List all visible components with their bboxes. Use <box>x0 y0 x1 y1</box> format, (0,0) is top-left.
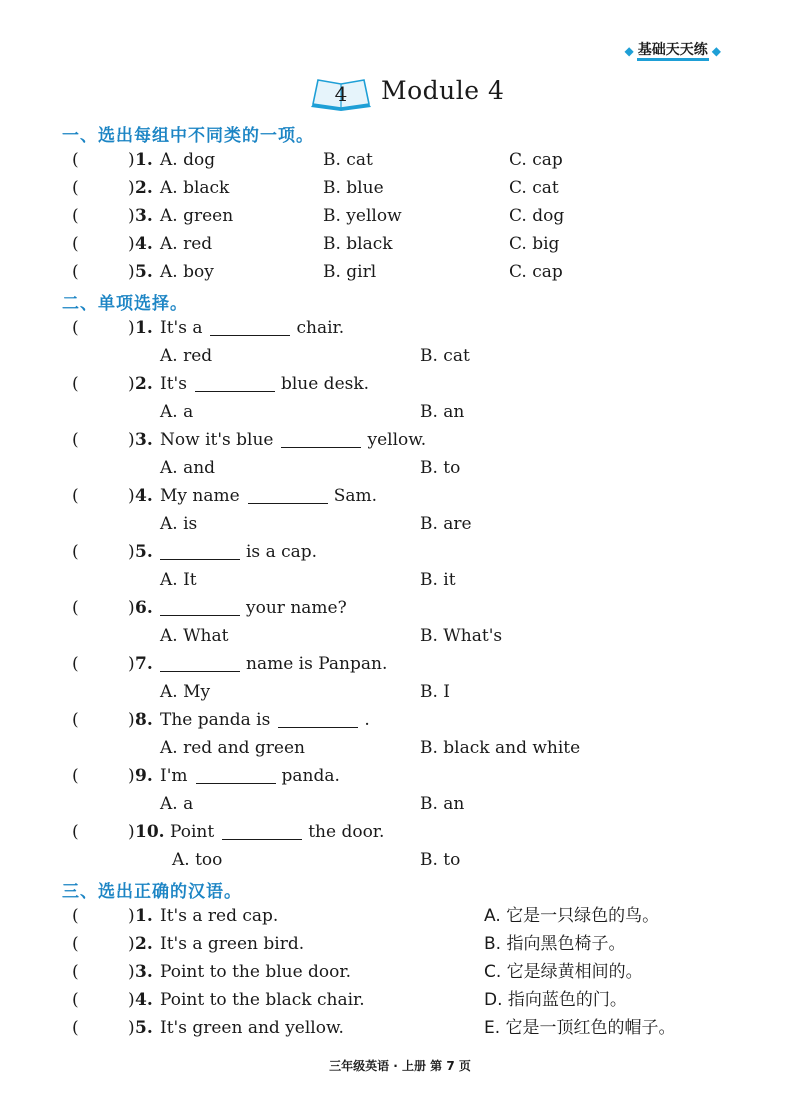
answer-slot[interactable] <box>80 174 126 202</box>
series-tag <box>622 40 724 62</box>
option-b: B. yellow <box>323 206 402 226</box>
english-sentence: It's a red cap. <box>160 906 279 926</box>
english-sentence: It's green and yellow. <box>160 1018 344 1038</box>
question-number: 2. <box>135 934 153 954</box>
option-a: A. boy <box>160 262 214 282</box>
answer-paren-open: ( <box>72 374 79 394</box>
option-a: A. It <box>160 570 197 590</box>
question-post: the door. <box>308 822 385 842</box>
answer-paren-open: ( <box>72 234 79 254</box>
answer-paren-open: ( <box>72 206 79 226</box>
answer-paren-close: ) <box>128 206 135 226</box>
answer-slot[interactable] <box>80 370 126 398</box>
list-item <box>0 566 800 594</box>
answer-paren-close: ) <box>128 934 135 954</box>
question-post: yellow. <box>367 430 427 450</box>
answer-slot[interactable] <box>80 258 126 286</box>
question-text <box>160 706 370 734</box>
answer-paren-open: ( <box>72 542 79 562</box>
unit-number: 4 <box>334 82 348 106</box>
answer-paren-open: ( <box>72 262 79 282</box>
answer-paren-close: ) <box>128 990 135 1010</box>
list-item <box>0 174 800 202</box>
option-a: A. red and green <box>160 738 306 758</box>
list-item <box>0 538 800 566</box>
question-number: 3. <box>135 206 153 226</box>
question-number: 3. <box>135 430 153 450</box>
question-number: 7. <box>135 654 153 674</box>
question-pre: It's <box>160 374 187 394</box>
answer-paren-close: ) <box>128 1018 135 1038</box>
answer-paren-open: ( <box>72 766 79 786</box>
blank-line <box>160 541 240 560</box>
question-text <box>160 426 426 454</box>
list-item <box>0 706 800 734</box>
question-number: 5. <box>135 1018 153 1038</box>
answer-slot[interactable] <box>80 930 126 958</box>
question-number: 8. <box>135 710 153 730</box>
option-b: B. cat <box>323 150 373 170</box>
list-item <box>0 846 800 874</box>
list-item <box>0 314 800 342</box>
option-b: B. are <box>420 514 472 534</box>
answer-slot[interactable] <box>80 1014 126 1042</box>
chinese-option: B. 指向黑色椅子。 <box>484 934 626 954</box>
question-text <box>160 650 387 678</box>
question-post: your name? <box>246 598 347 618</box>
question-post: name is Panpan. <box>246 654 388 674</box>
question-text <box>160 594 347 622</box>
chinese-option: A. 它是一只绿色的鸟。 <box>484 906 660 926</box>
question-pre: It's a <box>160 318 203 338</box>
answer-paren-open: ( <box>72 654 79 674</box>
question-number: 4. <box>135 990 153 1010</box>
question-post: chair. <box>296 318 345 338</box>
list-item <box>0 650 800 678</box>
question-pre: Point <box>170 822 215 842</box>
answer-paren-close: ) <box>128 374 135 394</box>
answer-paren-close: ) <box>128 178 135 198</box>
list-item <box>0 258 800 286</box>
option-c: C. big <box>509 234 560 254</box>
answer-paren-close: ) <box>128 654 135 674</box>
question-post: Sam. <box>333 486 377 506</box>
answer-paren-close: ) <box>128 234 135 254</box>
question-text <box>170 818 384 846</box>
blank-line <box>222 821 302 840</box>
answer-paren-close: ) <box>128 318 135 338</box>
blank-line <box>278 709 358 728</box>
list-item <box>0 454 800 482</box>
answer-paren-close: ) <box>128 962 135 982</box>
answer-paren-open: ( <box>72 430 79 450</box>
question-pre: My name <box>160 486 240 506</box>
answer-paren-close: ) <box>128 542 135 562</box>
answer-paren-open: ( <box>72 598 79 618</box>
option-b: B. to <box>420 458 461 478</box>
answer-paren-close: ) <box>128 598 135 618</box>
page-title <box>0 72 800 118</box>
answer-slot[interactable] <box>80 482 126 510</box>
blank-line <box>248 485 328 504</box>
option-b: B. girl <box>323 262 377 282</box>
section2-heading: 二、单项选择。 <box>62 294 188 314</box>
option-b: B. an <box>420 794 465 814</box>
option-a: A. green <box>160 206 234 226</box>
option-a: A. What <box>160 626 229 646</box>
answer-paren-open: ( <box>72 178 79 198</box>
question-post: . <box>364 710 370 730</box>
section3-heading: 三、选出正确的汉语。 <box>62 882 242 902</box>
answer-paren-close: ) <box>128 262 135 282</box>
answer-slot[interactable] <box>80 762 126 790</box>
list-item <box>0 426 800 454</box>
option-a: A. a <box>160 794 194 814</box>
answer-slot[interactable] <box>80 202 126 230</box>
option-b: B. blue <box>323 178 384 198</box>
option-b: B. What's <box>420 626 503 646</box>
blank-line <box>196 765 276 784</box>
blank-line <box>160 653 240 672</box>
series-tag-label: 基础天天练 <box>637 42 709 61</box>
english-sentence: It's a green bird. <box>160 934 305 954</box>
chinese-option: E. 它是一顶红色的帽子。 <box>484 1018 676 1038</box>
list-item <box>0 986 800 1014</box>
list-item <box>0 818 800 846</box>
list-item <box>0 230 800 258</box>
answer-paren-open: ( <box>72 486 79 506</box>
option-b: B. black <box>323 234 393 254</box>
list-item <box>0 342 800 370</box>
answer-paren-close: ) <box>128 822 135 842</box>
list-item <box>0 482 800 510</box>
option-b: B. it <box>420 570 456 590</box>
blank-line <box>281 429 361 448</box>
question-number: 4. <box>135 486 153 506</box>
question-number: 10. <box>135 822 165 842</box>
answer-slot[interactable] <box>80 314 126 342</box>
question-number: 6. <box>135 598 153 618</box>
english-sentence: Point to the blue door. <box>160 962 352 982</box>
open-book-icon <box>310 74 372 114</box>
list-item <box>0 202 800 230</box>
list-item <box>0 958 800 986</box>
blank-line <box>160 597 240 616</box>
module-title: Module 4 <box>381 76 505 105</box>
question-number: 3. <box>135 962 153 982</box>
answer-paren-close: ) <box>128 906 135 926</box>
answer-paren-open: ( <box>72 150 79 170</box>
answer-paren-close: ) <box>128 710 135 730</box>
question-number: 1. <box>135 318 153 338</box>
option-a: A. black <box>160 178 230 198</box>
question-post: panda. <box>281 766 340 786</box>
answer-slot[interactable] <box>80 986 126 1014</box>
option-a: A. a <box>160 402 194 422</box>
list-item <box>0 678 800 706</box>
list-item <box>0 1014 800 1042</box>
question-number: 1. <box>135 906 153 926</box>
option-a: A. and <box>160 458 216 478</box>
answer-paren-close: ) <box>128 150 135 170</box>
list-item <box>0 622 800 650</box>
answer-paren-open: ( <box>72 990 79 1010</box>
answer-paren-open: ( <box>72 906 79 926</box>
chinese-option: D. 指向蓝色的门。 <box>484 990 627 1010</box>
question-pre: The panda is <box>160 710 271 730</box>
list-item <box>0 510 800 538</box>
question-number: 9. <box>135 766 153 786</box>
blank-line <box>195 373 275 392</box>
list-item <box>0 790 800 818</box>
option-c: C. cap <box>509 150 563 170</box>
option-c: C. dog <box>509 206 565 226</box>
answer-slot[interactable] <box>80 902 126 930</box>
section1-heading: 一、选出每组中不同类的一项。 <box>62 126 314 146</box>
option-a: A. red <box>160 234 213 254</box>
blank-line <box>210 317 290 336</box>
answer-paren-open: ( <box>72 934 79 954</box>
question-number: 5. <box>135 542 153 562</box>
question-text <box>160 314 344 342</box>
answer-slot[interactable] <box>80 706 126 734</box>
answer-paren-open: ( <box>72 318 79 338</box>
list-item <box>0 398 800 426</box>
list-item <box>0 370 800 398</box>
question-post: is a cap. <box>246 542 318 562</box>
answer-paren-open: ( <box>72 822 79 842</box>
list-item <box>0 734 800 762</box>
question-number: 2. <box>135 374 153 394</box>
list-item <box>0 930 800 958</box>
question-text <box>160 370 369 398</box>
option-a: A. red <box>160 346 213 366</box>
page-footer: 三年级英语 · 上册 第 7 页 <box>329 1059 471 1073</box>
list-item <box>0 146 800 174</box>
list-item <box>0 902 800 930</box>
diamond-icon: ◆ <box>711 44 721 58</box>
option-b: B. black and white <box>420 738 581 758</box>
answer-slot[interactable] <box>80 958 126 986</box>
list-item <box>0 594 800 622</box>
option-b: B. I <box>420 682 451 702</box>
question-pre: Now it's blue <box>160 430 274 450</box>
question-number: 5. <box>135 262 153 282</box>
diamond-icon: ◆ <box>624 44 634 58</box>
option-b: B. an <box>420 402 465 422</box>
option-b: B. to <box>420 850 461 870</box>
question-text <box>160 538 317 566</box>
answer-slot[interactable] <box>80 594 126 622</box>
answer-paren-open: ( <box>72 710 79 730</box>
answer-slot[interactable] <box>80 650 126 678</box>
option-a: A. too <box>172 850 223 870</box>
answer-paren-close: ) <box>128 486 135 506</box>
option-a: A. dog <box>160 150 216 170</box>
answer-slot[interactable] <box>80 426 126 454</box>
option-c: C. cat <box>509 178 559 198</box>
answer-slot[interactable] <box>80 818 126 846</box>
option-b: B. cat <box>420 346 470 366</box>
option-c: C. cap <box>509 262 563 282</box>
answer-slot[interactable] <box>80 538 126 566</box>
option-a: A. is <box>160 514 198 534</box>
answer-paren-close: ) <box>128 766 135 786</box>
chinese-option: C. 它是绿黄相间的。 <box>484 962 643 982</box>
answer-slot[interactable] <box>80 146 126 174</box>
question-post: blue desk. <box>280 374 370 394</box>
answer-slot[interactable] <box>80 230 126 258</box>
question-pre: I'm <box>160 766 188 786</box>
question-number: 4. <box>135 234 153 254</box>
option-a: A. My <box>160 682 211 702</box>
question-text <box>160 482 377 510</box>
answer-paren-open: ( <box>72 962 79 982</box>
english-sentence: Point to the black chair. <box>160 990 365 1010</box>
answer-paren-close: ) <box>128 430 135 450</box>
question-number: 1. <box>135 150 153 170</box>
answer-paren-open: ( <box>72 1018 79 1038</box>
question-number: 2. <box>135 178 153 198</box>
list-item <box>0 762 800 790</box>
question-text <box>160 762 340 790</box>
